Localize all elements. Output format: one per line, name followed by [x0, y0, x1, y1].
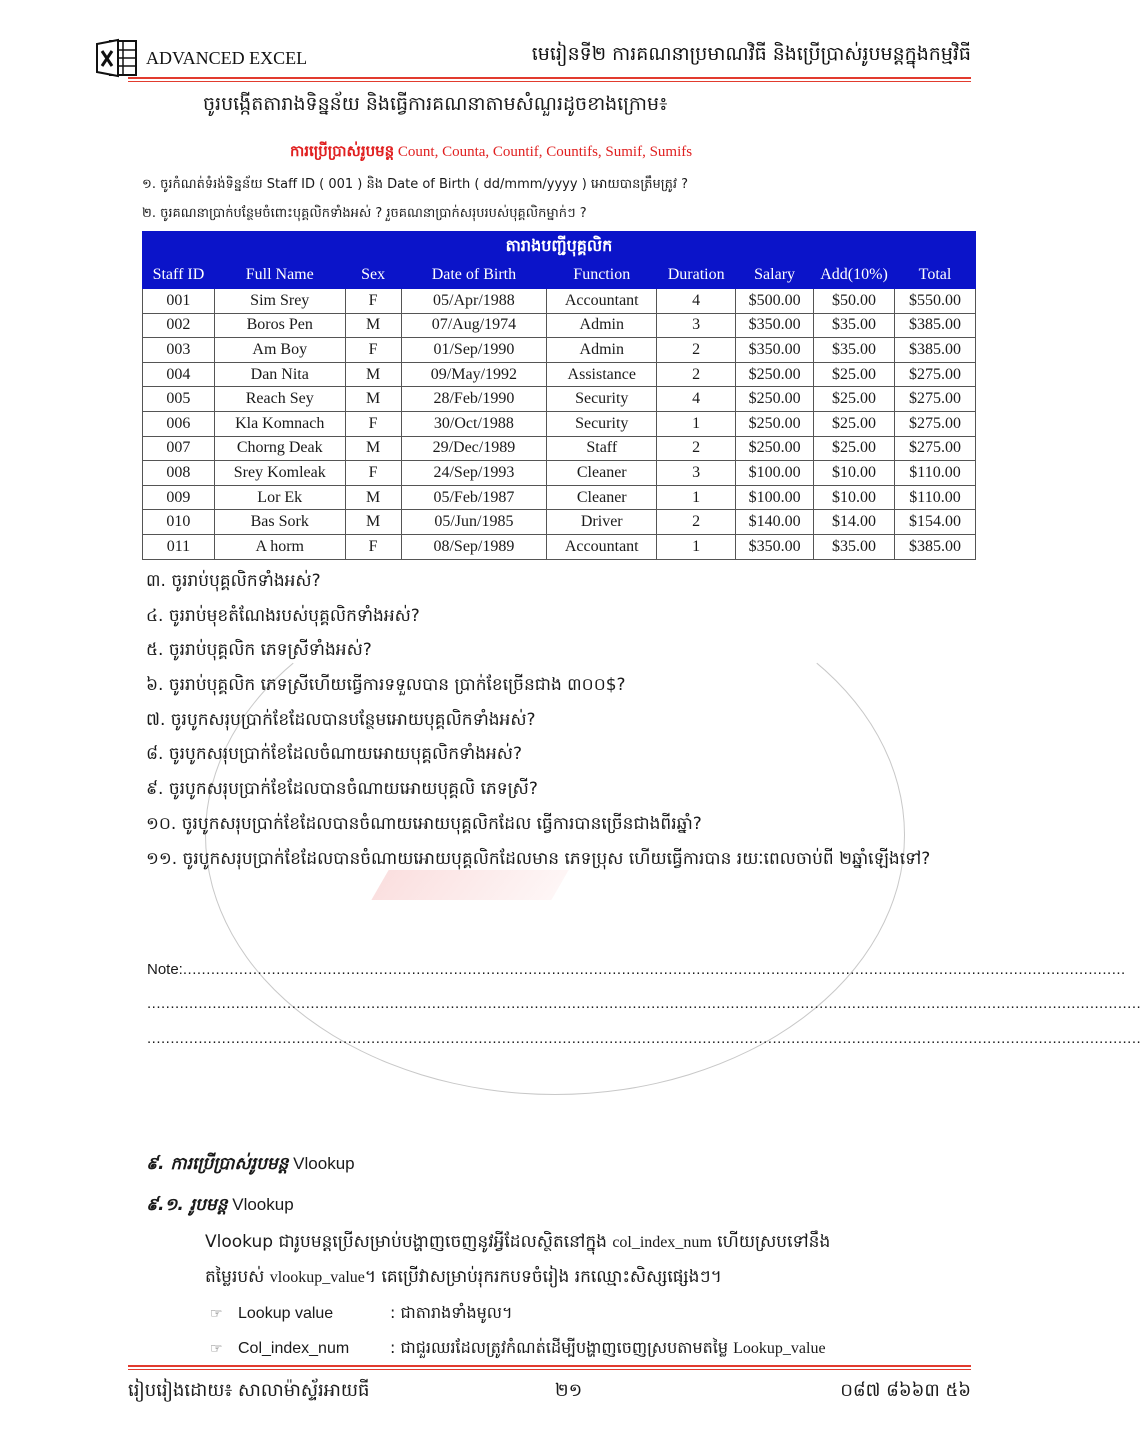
description-text-2c: ។ គេប្រើវាសម្រាប់រុករកបទចំរៀង រកឈ្មោះសិស្សផ្សេងៗ។ — [364, 1267, 722, 1287]
table-cell: 2 — [657, 362, 736, 387]
bullet-term: Lookup value — [238, 1305, 334, 1322]
table-cell: F — [345, 411, 401, 436]
table-cell: A horm — [214, 534, 345, 559]
table-cell: Reach Sey — [214, 387, 345, 412]
question-7: ៧. ចូរបូកសរុបប្រាក់ខែដែលបានបន្ថែមអោយបុគ្គលិកទាំងអស់? — [146, 709, 536, 730]
table-cell: $154.00 — [895, 510, 976, 535]
section-heading-function: Vlookup — [288, 1154, 355, 1173]
table-cell: Accountant — [547, 289, 657, 314]
table-cell: Admin — [547, 338, 657, 363]
section-heading-khmer: ៩. ការប្រើប្រាស់រូបមន្ត — [146, 1154, 289, 1174]
table-cell: $14.00 — [814, 510, 895, 535]
table-row — [143, 362, 976, 387]
table-cell: F — [345, 534, 401, 559]
table-cell: $100.00 — [736, 461, 814, 486]
exercise-subtitle — [290, 142, 692, 164]
bullet-description: : ជាតារាងទាំងមូល។ — [390, 1303, 513, 1322]
table-cell: $25.00 — [814, 362, 895, 387]
table-cell: 003 — [143, 338, 215, 363]
table-cell: $10.00 — [814, 485, 895, 510]
exercise-instruction: ចូរបង្កើតតារាងទិន្នន័យ និងធ្វើការគណនាតាមសំណួរដូចខាងក្រោម៖ — [203, 93, 668, 115]
table-cell: 05/Apr/1988 — [401, 289, 547, 314]
table-cell: M — [345, 313, 401, 338]
table-cell: 008 — [143, 461, 215, 486]
column-header: Add(10%) — [814, 262, 895, 289]
table-cell: 09/May/1992 — [401, 362, 547, 387]
table-cell: 07/Aug/1974 — [401, 313, 547, 338]
footer-rule-thin — [128, 1369, 971, 1370]
table-cell: Accountant — [547, 534, 657, 559]
question-3: ៣. ចូររាប់បុគ្គលិកទាំងអស់? — [146, 571, 321, 591]
description-text-1c: ហើយស្របទៅនឹង — [711, 1232, 831, 1252]
table-cell: 1 — [657, 485, 736, 510]
pointing-hand-icon: ☞ — [210, 1306, 223, 1322]
table-cell: 007 — [143, 436, 215, 461]
table-cell: 006 — [143, 411, 215, 436]
table-cell: $140.00 — [736, 510, 814, 535]
subsection-heading-khmer: ៩.១. រូបមន្ត — [146, 1195, 228, 1215]
table-row — [143, 534, 976, 559]
table-cell: $10.00 — [814, 461, 895, 486]
table-cell: 002 — [143, 313, 215, 338]
note-line-1 — [147, 961, 1126, 978]
table-cell: $100.00 — [736, 485, 814, 510]
question-8: ៨. ចូរបូកសរុបប្រាក់ខែដែលចំណាយអោយបុគ្គលិកទាំងអស់? — [146, 744, 523, 765]
bullet-item — [210, 1302, 513, 1326]
table-cell: $110.00 — [895, 485, 976, 510]
table-cell: 05/Feb/1987 — [401, 485, 547, 510]
table-cell: $250.00 — [736, 436, 814, 461]
table-cell: Boros Pen — [214, 313, 345, 338]
table-cell: 28/Feb/1990 — [401, 387, 547, 412]
table-cell: 004 — [143, 362, 215, 387]
table-cell: $250.00 — [736, 387, 814, 412]
table-cell: Sim Srey — [214, 289, 345, 314]
question-11: ១១. ចូរបូកសរុបប្រាក់ខែដែលបានចំណាយអោយបុគ្គលិកដែលមាន ភេទប្រុស ហើយធ្វើការបាន រយៈពេលចាប់ពី ២ឆ្នាំឡើងទៅ? — [146, 848, 931, 869]
table-cell: F — [345, 338, 401, 363]
table-cell: F — [345, 461, 401, 486]
bullet-term: Col_index_num — [238, 1340, 350, 1357]
table-cell: Srey Komleak — [214, 461, 345, 486]
bullet-description-text: : ជាជួរឈរដែលត្រូវកំណត់ដើម្បីបង្ហាញចេញស្របតាមតម្លៃ — [390, 1338, 734, 1357]
description-text-1a: Vlookup ជារូបមន្តប្រើសម្រាប់បង្ហាញចេញនូវអ្វីដែលស្ថិតនៅក្នុង — [205, 1232, 613, 1252]
table-cell: M — [345, 436, 401, 461]
subtitle-functions: Count, Counta, Countif, Countifs, Sumif, Sumifs — [394, 144, 693, 160]
table-cell: $25.00 — [814, 387, 895, 412]
table-row — [143, 387, 976, 412]
table-row — [143, 313, 976, 338]
table-cell: $550.00 — [895, 289, 976, 314]
table-cell: 24/Sep/1993 — [401, 461, 547, 486]
question-4: ៤. ចូររាប់មុខតំណែងរបស់បុគ្គលិកទាំងអស់? — [146, 605, 420, 626]
table-cell: 30/Oct/1988 — [401, 411, 547, 436]
table-row — [143, 510, 976, 535]
table-cell: 2 — [657, 338, 736, 363]
bullet-description — [390, 1338, 826, 1357]
staff-table — [142, 231, 976, 560]
table-cell: Chorng Deak — [214, 436, 345, 461]
footer-author: រៀបរៀងដោយ៖ សាលាម៉ាស្ទ័រអាយធី — [128, 1380, 370, 1401]
table-cell: Lor Ek — [214, 485, 345, 510]
column-header: Staff ID — [143, 262, 215, 289]
table-cell: 3 — [657, 313, 736, 338]
table-cell: 05/Jun/1985 — [401, 510, 547, 535]
table-row — [143, 436, 976, 461]
subsection-heading-function: Vlookup — [227, 1195, 294, 1214]
table-cell: Security — [547, 387, 657, 412]
table-cell: 2 — [657, 436, 736, 461]
table-cell: 2 — [657, 510, 736, 535]
description-term-vlookup-value: vlookup_value — [269, 1269, 365, 1286]
table-cell: 1 — [657, 534, 736, 559]
table-cell: M — [345, 510, 401, 535]
table-cell: $275.00 — [895, 387, 976, 412]
footer-rule — [128, 1365, 971, 1367]
excel-logo-icon — [96, 38, 138, 78]
table-row — [143, 338, 976, 363]
column-header: Sex — [345, 262, 401, 289]
table-cell: Kla Komnach — [214, 411, 345, 436]
table-cell: 4 — [657, 387, 736, 412]
table-cell: $110.00 — [895, 461, 976, 486]
table-cell: Assistance — [547, 362, 657, 387]
table-cell: M — [345, 485, 401, 510]
table-cell: $275.00 — [895, 411, 976, 436]
description-term-col-index: col_index_num — [612, 1234, 712, 1251]
table-cell: Security — [547, 411, 657, 436]
table-cell: $350.00 — [736, 313, 814, 338]
subsection-heading — [146, 1194, 294, 1219]
table-cell: 01/Sep/1990 — [401, 338, 547, 363]
pre-question-1: ១. ចូរកំណត់ទំរង់ទិន្នន័យ Staff ID ( 001 ) និង Date of Birth ( dd/mmm/yyyy ) អោយបានត្រឹមត្រូវ ? — [142, 177, 689, 192]
column-header: Date of Birth — [401, 262, 547, 289]
table-cell: M — [345, 387, 401, 412]
description-text-2a: តម្លៃរបស់ — [205, 1267, 270, 1287]
table-cell: 29/Dec/1989 — [401, 436, 547, 461]
table-cell: 005 — [143, 387, 215, 412]
table-cell: $35.00 — [814, 313, 895, 338]
question-5: ៥. ចូររាប់បុគ្គលិក ភេទស្រីទាំងអស់? — [146, 640, 372, 661]
pointing-hand-icon: ☞ — [210, 1341, 223, 1357]
table-cell: 4 — [657, 289, 736, 314]
table-cell: $25.00 — [814, 411, 895, 436]
table-cell: 009 — [143, 485, 215, 510]
table-cell: 011 — [143, 534, 215, 559]
table-cell: $385.00 — [895, 313, 976, 338]
table-cell: $385.00 — [895, 534, 976, 559]
table-cell: Admin — [547, 313, 657, 338]
note-dots-1: .......................................................................................................................................................................................................... — [182, 961, 1126, 978]
question-list — [146, 566, 930, 878]
table-cell: M — [345, 362, 401, 387]
brand-title: ADVANCED EXCEL — [146, 48, 308, 68]
page-number: ២១ — [555, 1380, 583, 1401]
table-cell: Dan Nita — [214, 362, 345, 387]
table-row — [143, 485, 976, 510]
table-cell: 08/Sep/1989 — [401, 534, 547, 559]
table-cell: Cleaner — [547, 461, 657, 486]
description-line-1 — [205, 1231, 830, 1256]
table-cell: Bas Sork — [214, 510, 345, 535]
table-cell: Cleaner — [547, 485, 657, 510]
bullet-item — [210, 1337, 826, 1361]
question-9: ៩. ចូរបូកសរុបប្រាក់ខែដែលបានចំណាយអោយបុគ្គលិ ភេទស្រី? — [146, 779, 538, 800]
table-cell: $350.00 — [736, 534, 814, 559]
page-header — [96, 38, 971, 78]
table-cell: Driver — [547, 510, 657, 535]
table-row — [143, 411, 976, 436]
table-cell: $275.00 — [895, 436, 976, 461]
table-cell: $275.00 — [895, 362, 976, 387]
column-header: Function — [547, 262, 657, 289]
column-header: Full Name — [214, 262, 345, 289]
lesson-title: មេរៀនទី២ ការគណនាប្រមាណវិធី និងប្រើប្រាស់រូបមន្តក្នុងកម្មវិធី — [531, 43, 971, 65]
question-10: ១០. ចូរបូកសរុបប្រាក់ខែដែលបានចំណាយអោយបុគ្គលិកដែល ធ្វើការបានច្រើនជាងពីរឆ្នាំ? — [146, 813, 702, 834]
bullet-description-term: Lookup_value — [733, 1340, 826, 1357]
table-cell: $35.00 — [814, 534, 895, 559]
table-row — [143, 289, 976, 314]
table-cell: 001 — [143, 289, 215, 314]
note-label: Note: — [147, 961, 183, 978]
table-row — [143, 461, 976, 486]
column-header: Salary — [736, 262, 814, 289]
note-line-2: ..................................................................................................................................................................................................................... — [147, 995, 1141, 1012]
column-header: Total — [895, 262, 976, 289]
table-cell: 1 — [657, 411, 736, 436]
footer-phone: ០៨៧ ៨៦៦៣ ៥៦ — [840, 1380, 971, 1401]
table-cell: Staff — [547, 436, 657, 461]
table-body — [143, 289, 976, 560]
table-cell: $25.00 — [814, 436, 895, 461]
column-header: Duration — [657, 262, 736, 289]
section-heading — [146, 1153, 355, 1178]
table-cell: $250.00 — [736, 362, 814, 387]
table-cell: $35.00 — [814, 338, 895, 363]
pre-question-2: ២. ចូរគណនាប្រាក់បន្ថែមចំពោះបុគ្គលិកទាំងអស់ ? រួចគណនាប្រាក់សរុបរបស់បុគ្គលិកម្នាក់ៗ ? — [142, 206, 587, 221]
table-cell: $350.00 — [736, 338, 814, 363]
table-cell: 010 — [143, 510, 215, 535]
table-cell: F — [345, 289, 401, 314]
subtitle-khmer: ការប្រើប្រាស់រូបមន្ត — [290, 142, 395, 160]
table-cell: $250.00 — [736, 411, 814, 436]
header-rule — [128, 77, 971, 79]
table-header-row — [143, 262, 976, 289]
table-title: តារាងបញ្ជីបុគ្គលិក — [143, 232, 976, 262]
question-6: ៦. ចូររាប់បុគ្គលិក ភេទស្រីហើយធ្វើការទទួលបាន ប្រាក់ខែច្រើនជាង ៣០០$? — [146, 675, 626, 696]
table-cell: $50.00 — [814, 289, 895, 314]
header-rule-thin — [128, 81, 971, 82]
table-cell: 3 — [657, 461, 736, 486]
table-cell: Am Boy — [214, 338, 345, 363]
description-line-2 — [205, 1266, 722, 1291]
table-cell: $500.00 — [736, 289, 814, 314]
table-cell: $385.00 — [895, 338, 976, 363]
note-line-3: ..................................................................................................................................................................................................................... — [147, 1030, 1141, 1047]
